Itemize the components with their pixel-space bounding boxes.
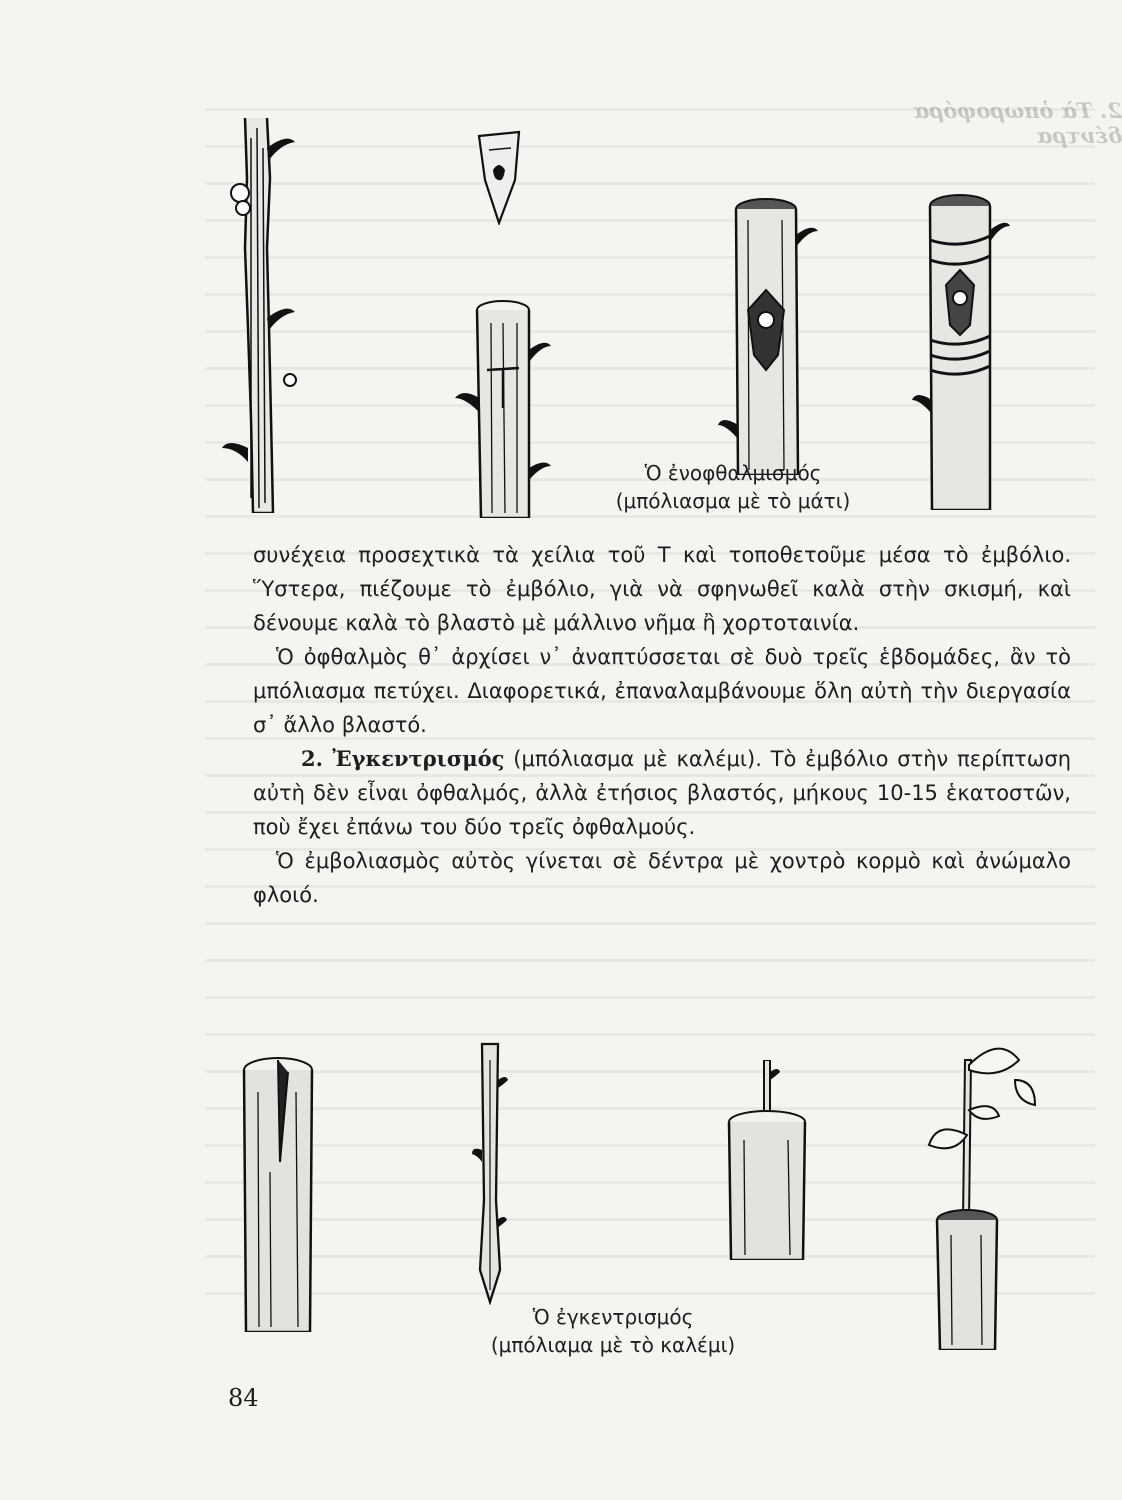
scion-drawing bbox=[470, 1040, 510, 1305]
bud-shield-drawing bbox=[475, 130, 525, 225]
section-heading: 2. Ἐγκεντρισμός bbox=[301, 746, 505, 771]
paragraph-3 bbox=[253, 742, 1071, 844]
bleed-through-title: 2. Τὰ ὀπωροφόρα δέντρα bbox=[913, 98, 1122, 148]
inserted-bud-drawing bbox=[718, 195, 818, 475]
figure-bottom-caption-title: Ὁ ἐγκεντρισμός bbox=[532, 1305, 694, 1329]
tied-bud-drawing bbox=[910, 190, 1010, 510]
split-stock-drawing bbox=[238, 1052, 318, 1332]
paragraph-1: συνέχεια προσεχτικὰ τὰ χείλια τοῦ Τ καὶ τοποθετοῦμε μέσα τὸ ἐμβόλιο. Ὕστερα, πιέζουμε τὸ ἐμβόλιο, γιὰ νὰ σφηνωθεῖ καλὰ στὴν σκισμή, καὶ δένουμε καλὰ τὸ βλαστὸ μὲ μάλλινο νῆμα ἢ χορτοταινία. bbox=[253, 543, 1071, 635]
figure-top-caption-title: Ὁ ἐνοφθαλμισμός bbox=[644, 461, 822, 485]
figure-top-caption bbox=[598, 459, 868, 515]
paragraph-3-text: (μπόλιασμα μὲ καλέμι). Τὸ ἐμβόλιο στὴν περίπτωση αὐτὴ δὲν εἶναι ὀφθαλμός, ἀλλὰ ἐτήσιος βλαστός, μήκους 10-15 ἑκατοστῶν, ποὺ ἔχει ἐπάνω του δύο τρεῖς ὀφθαλμούς. bbox=[253, 747, 1071, 839]
paragraph-2: Ὁ ὀφθαλμὸς θ᾿ ἀρχίσει ν᾿ ἀναπτύσσεται σὲ δυὸ τρεῖς ἑβδομάδες, ἂν τὸ μπόλιασμα πετύχει. Διαφορετικά, ἐπαναλαμβάνουμε ὅλη αὐτὴ τὴν διεργασία σ᾿ ἄλλο βλαστό. bbox=[253, 645, 1071, 737]
t-cut-stock-drawing bbox=[445, 298, 555, 518]
paragraph-4: Ὁ ἐμβολιασμὸς αὐτὸς γίνεται σὲ δέντρα μὲ χοντρὸ κορμὸ καὶ ἀνώμαλο φλοιό. bbox=[253, 849, 1071, 907]
figure-top-caption-subtitle: (μπόλιασμα μὲ τὸ μάτι) bbox=[615, 489, 851, 513]
grafted-stock-drawing bbox=[722, 1060, 812, 1260]
sprouted-graft-drawing bbox=[925, 1040, 1045, 1350]
figure-bottom-caption-subtitle: (μπόλιαμα μὲ τὸ καλέμι) bbox=[490, 1333, 736, 1357]
page-number: 84 bbox=[228, 1384, 259, 1412]
budding-branch-drawing bbox=[215, 118, 305, 513]
figure-bottom-caption bbox=[468, 1303, 758, 1359]
body-text bbox=[253, 538, 1071, 912]
